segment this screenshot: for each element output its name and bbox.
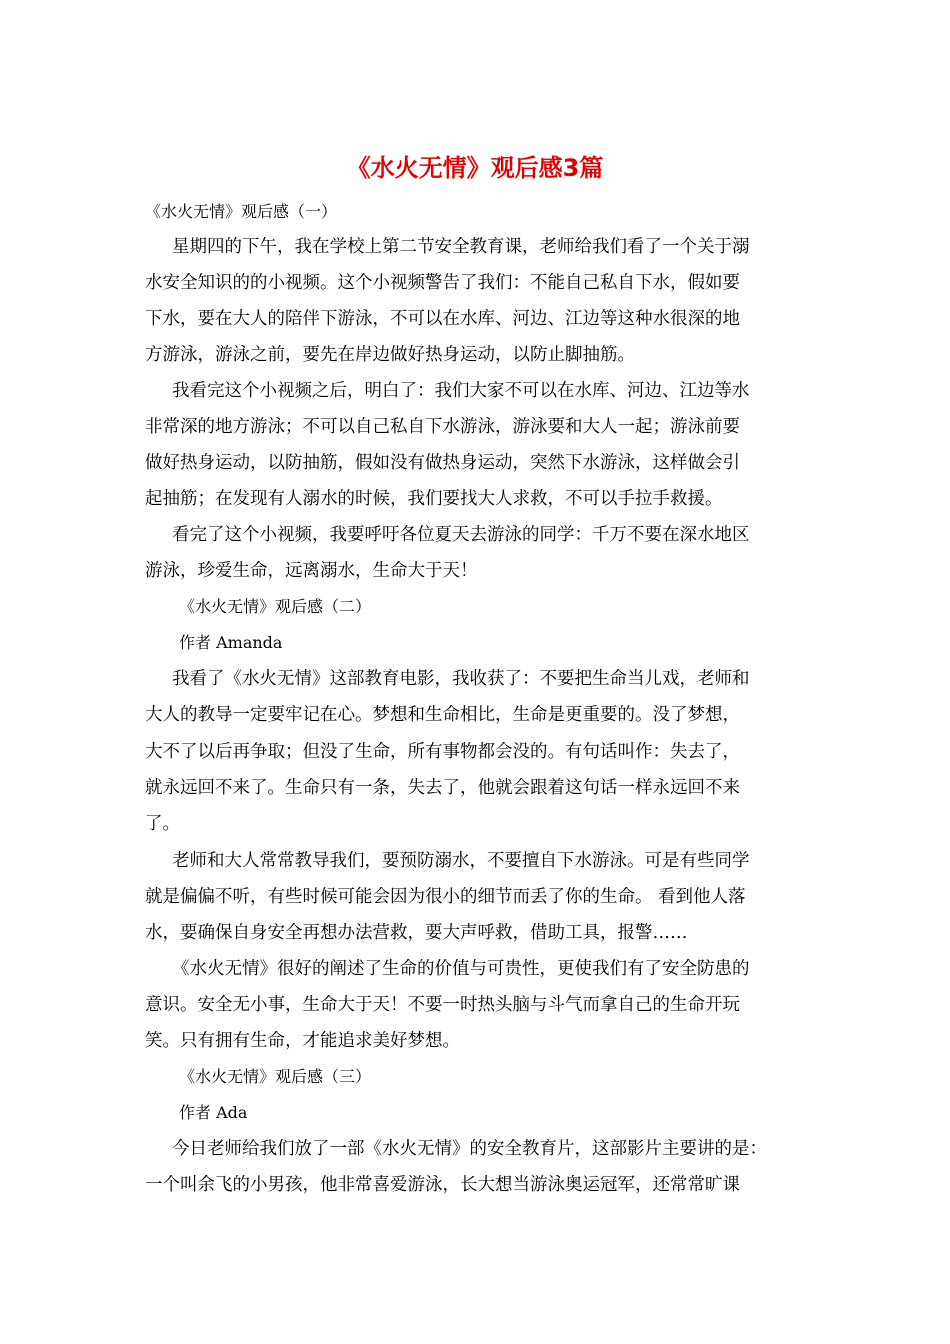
- document-title: 《水火无情》观后感3篇: [346, 154, 604, 182]
- paragraph-line: 水安全知识的的小视频。这个小视频警告了我们：不能自己私自下水，假如要: [145, 273, 740, 293]
- paragraph-line: 今日老师给我们放了一部《水火无情》的安全教育片，这部影片主要讲的是：: [172, 1139, 767, 1159]
- paragraph-line: 我看完这个小视频之后，明白了：我们大家不可以在水库、河边、江边等水: [172, 381, 750, 401]
- author-line: 作者 Amanda: [179, 633, 283, 652]
- paragraph-line: 方游泳，游泳之前，要先在岸边做好热身运动，以防止脚抽筋。: [145, 345, 635, 365]
- paragraph-line: 水，要确保自身安全再想办法营救，要大声呼救，借助工具，报警……: [145, 923, 688, 943]
- paragraph-line: 我看了《水火无情》这部教育电影，我收获了：不要把生命当儿戏，老师和: [172, 669, 750, 689]
- section-heading-1: 《水火无情》观后感（一）: [145, 202, 338, 221]
- section-heading-2: 《水火无情》观后感（二）: [179, 597, 372, 616]
- paragraph-line: 看完了这个小视频，我要呼吁各位夏天去游泳的同学：千万不要在深水地区: [172, 525, 750, 545]
- paragraph-line: 就永远回不来了。生命只有一条，失去了，他就会跟着这句话一样永远回不来: [145, 778, 740, 798]
- paragraph-line: 老师和大人常常教导我们，要预防溺水，不要擅自下水游泳。可是有些同学: [172, 851, 750, 871]
- paragraph-line: 一个叫余飞的小男孩，他非常喜爱游泳，长大想当游泳奥运冠军，还常常旷课: [145, 1175, 740, 1195]
- paragraph-line: 大人的教导一定要牢记在心。梦想和生命相比，生命是更重要的。没了梦想，: [145, 705, 740, 725]
- paragraph-line: 非常深的地方游泳；不可以自己私自下水游泳，游泳要和大人一起；游泳前要: [145, 417, 740, 437]
- paragraph-line: 星期四的下午，我在学校上第二节安全教育课，老师给我们看了一个关于溺: [172, 237, 750, 257]
- author-line: 作者 Ada: [179, 1103, 248, 1122]
- paragraph-line: 《水火无情》很好的阐述了生命的价值与可贵性，更使我们有了安全防患的: [172, 959, 750, 979]
- paragraph-line: 做好热身运动，以防抽筋，假如没有做热身运动，突然下水游泳，这样做会引: [145, 453, 740, 473]
- paragraph-line: 游泳，珍爱生命，远离溺水，生命大于天！: [145, 561, 478, 581]
- section-heading-3: 《水火无情》观后感（三）: [179, 1067, 372, 1086]
- paragraph-line: 就是偏偏不听，有些时候可能会因为很小的细节而丢了你的生命。 看到他人落: [145, 887, 746, 907]
- paragraph-line: 了。: [145, 814, 180, 834]
- paragraph-line: 大不了以后再争取；但没了生命，所有事物都会没的。有句话叫作：失去了，: [145, 742, 740, 762]
- paragraph-line: 起抽筋；在发现有人溺水的时候，我们要找大人求救，不可以手拉手救援。: [145, 489, 723, 509]
- paragraph-line: 下水，要在大人的陪伴下游泳，不可以在水库、河边、江边等这种水很深的地: [145, 309, 740, 329]
- paragraph-line: 意识。安全无小事，生命大于天！不要一时热头脑与斗气而拿自己的生命开玩: [145, 995, 740, 1015]
- paragraph-line: 笑。只有拥有生命，才能追求美好梦想。: [145, 1031, 460, 1051]
